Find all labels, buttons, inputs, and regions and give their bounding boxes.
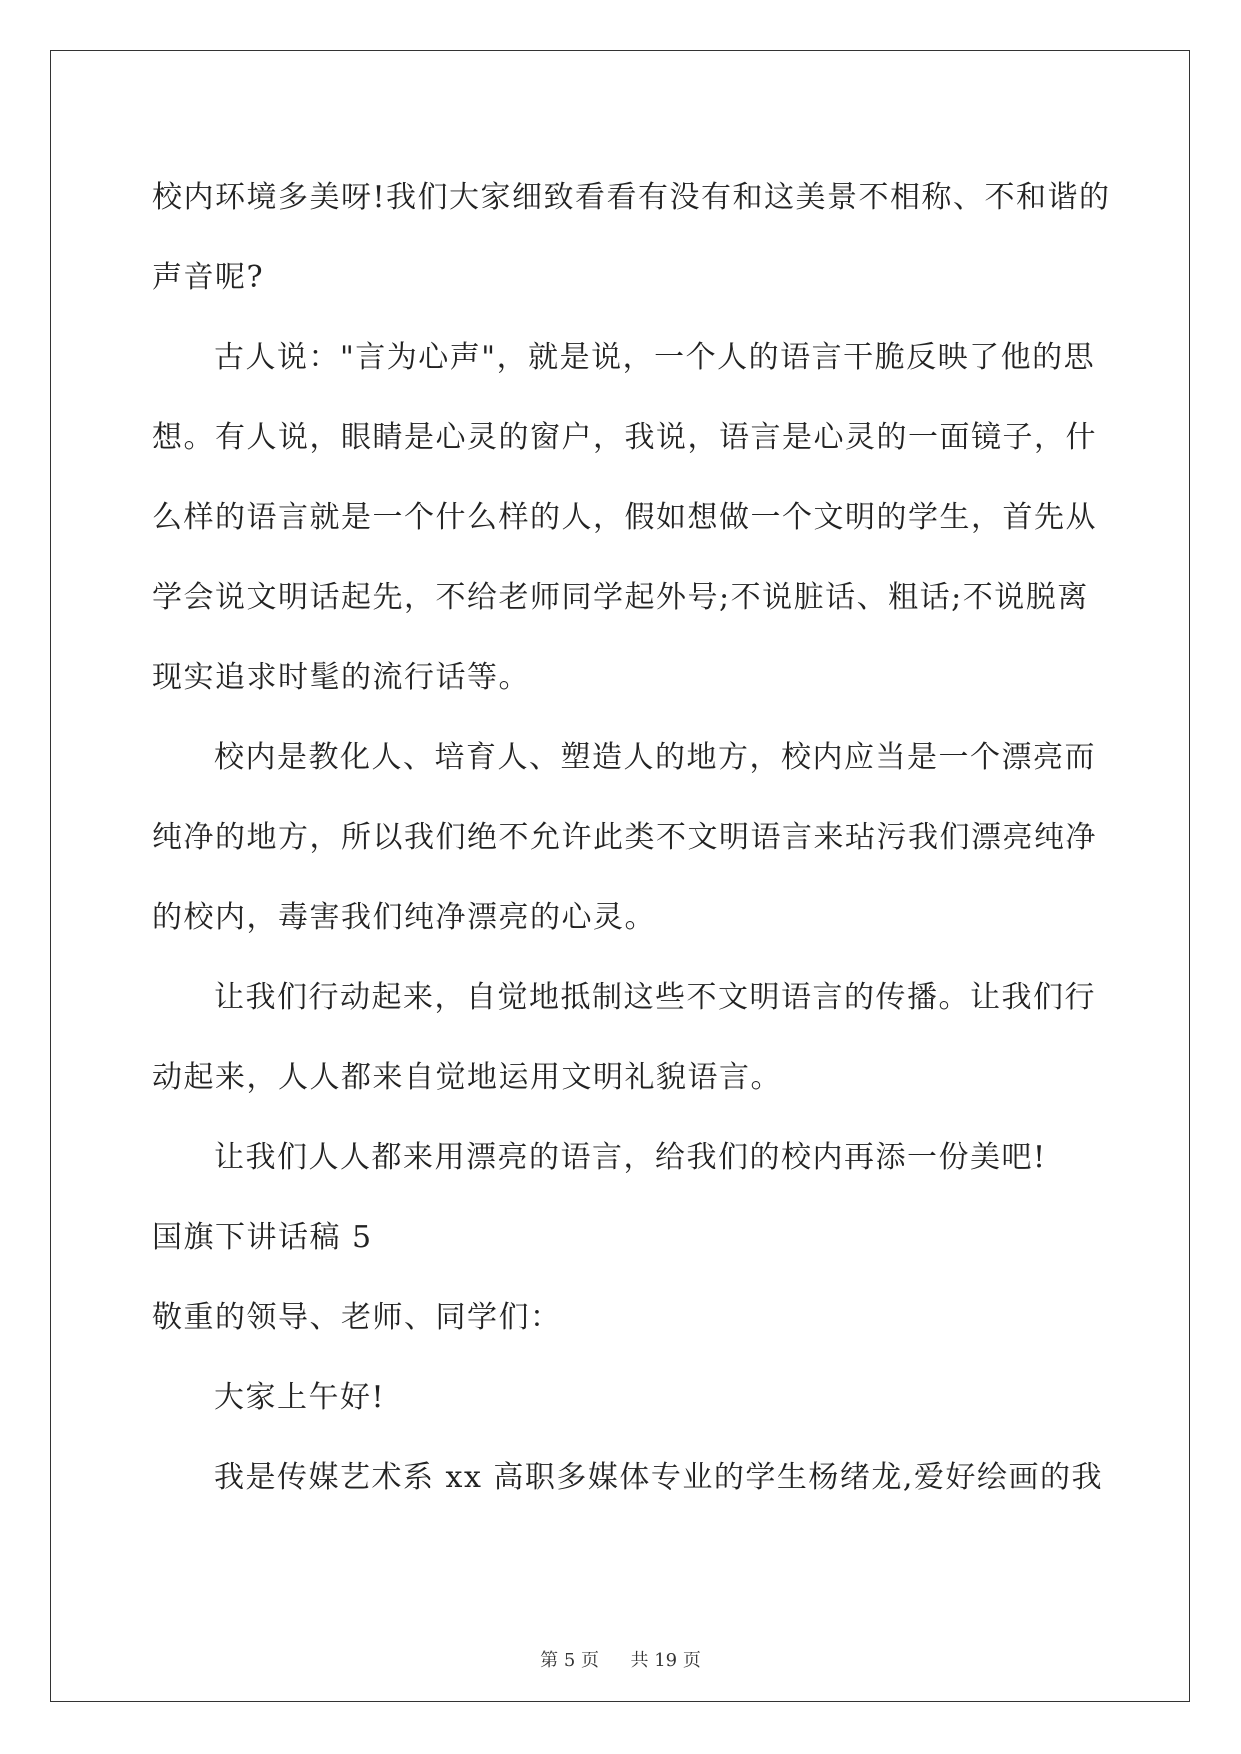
- text-line: 想。有人说，眼睛是心灵的窗户，我说，语言是心灵的一面镜子，什: [152, 420, 1097, 455]
- text-line: 动起来，人人都来自觉地运用文明礼貌语言。: [152, 1060, 782, 1095]
- text-line: 纯净的地方，所以我们绝不允许此类不文明语言来玷污我们漂亮纯净: [152, 820, 1097, 855]
- text-line: 么样的语言就是一个什么样的人，假如想做一个文明的学生，首先从: [152, 500, 1097, 535]
- text-line: 古人说："言为心声"，就是说，一个人的语言干脆反映了他的思: [214, 340, 1096, 375]
- text-line: 让我们行动起来，自觉地抵制这些不文明语言的传播。让我们行: [214, 980, 1096, 1015]
- greeting: 大家上午好!: [214, 1380, 386, 1415]
- text-line: 声音呢?: [152, 260, 265, 295]
- salutation: 敬重的领导、老师、同学们：: [152, 1300, 562, 1335]
- text-line: 的校内，毒害我们纯净漂亮的心灵。: [152, 900, 656, 935]
- page-number: 第 5 页: [540, 1650, 600, 1671]
- text-line: 校内是教化人、培育人、塑造人的地方，校内应当是一个漂亮而: [214, 740, 1096, 775]
- page-total: 共 19 页: [630, 1650, 701, 1671]
- document-body: [152, 158, 1111, 1518]
- text-line: 校内环境多美呀!我们大家细致看看有没有和这美景不相称、不和谐的: [152, 180, 1111, 215]
- text-line: 现实追求时髦的流行话等。: [152, 660, 530, 695]
- text-line: 让我们人人都来用漂亮的语言，给我们的校内再添一份美吧!: [214, 1140, 1047, 1175]
- text-line: 学会说文明话起先，不给老师同学起外号;不说脏话、粗话;不说脱离: [152, 580, 1089, 615]
- text-line: 我是传媒艺术系 xx 高职多媒体专业的学生杨绪龙,爱好绘画的我: [214, 1460, 1103, 1495]
- section-heading: 国旗下讲话稿 5: [152, 1220, 373, 1255]
- page-footer: [0, 1646, 1241, 1672]
